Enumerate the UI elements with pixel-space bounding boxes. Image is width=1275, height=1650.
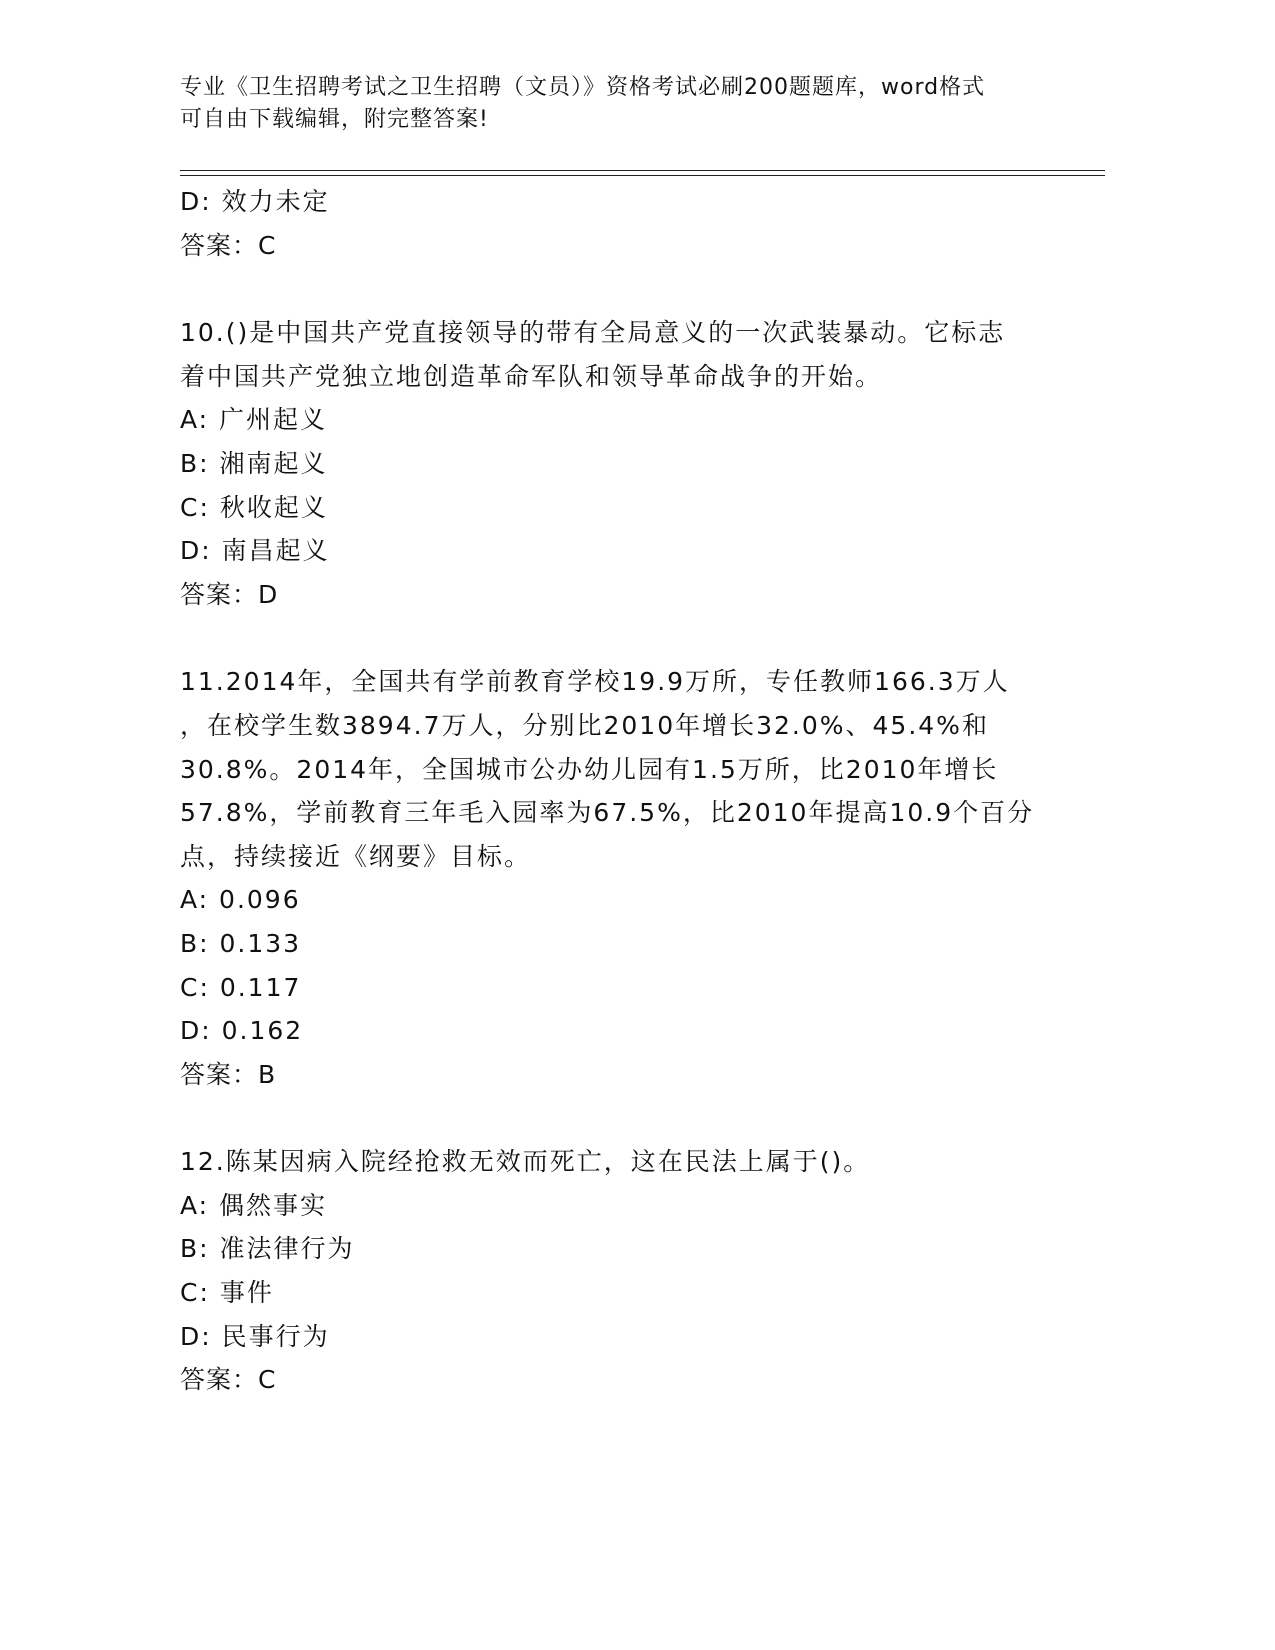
question-text-line: 11.2014年，全国共有学前教育学校19.9万所，专任教师166.3万人 (180, 667, 1010, 697)
header-divider-top (180, 170, 1105, 171)
spacer (180, 1096, 1060, 1140)
option-c: C: 秋收起义 (180, 492, 328, 522)
question-text-line: 点，持续接近《纲要》目标。 (180, 841, 532, 871)
question-text-line: 着中国共产党独立地创造革命军队和领导革命战争的开始。 (180, 361, 883, 391)
question-block-11 (180, 660, 1060, 1096)
header-line-1: 专业《卫生招聘考试之卫生招聘（文员）》资格考试必刷200题题库，word格式 (180, 75, 986, 100)
option-a: A: 广州起义 (180, 405, 328, 435)
option-a: A: 偶然事实 (180, 1190, 328, 1220)
header-line-2: 可自由下载编辑，附完整答案! (180, 107, 489, 132)
option-d: D: 民事行为 (180, 1321, 330, 1351)
answer-label: 答案：D (180, 579, 279, 609)
option-d: D: 效力未定 (180, 187, 330, 216)
question-text-line: ，在校学生数3894.7万人，分别比2010年增长32.0%、45.4%和 (180, 710, 989, 740)
question-block-9-tail (180, 180, 1060, 267)
question-text-line: 10.()是中国共产党直接领导的带有全局意义的一次武装暴动。它标志 (180, 318, 1006, 348)
option-c: C: 事件 (180, 1278, 274, 1308)
option-d: D: 南昌起义 (180, 536, 330, 566)
question-block-10 (180, 311, 1060, 616)
document-header (180, 72, 1040, 136)
question-text-line: 57.8%，学前教育三年毛入园率为67.5%，比2010年提高10.9个百分 (180, 798, 1035, 828)
option-c: C: 0.117 (180, 972, 302, 1002)
header-divider-bottom (180, 175, 1105, 176)
option-d: D: 0.162 (180, 1016, 304, 1046)
option-b: B: 湘南起义 (180, 448, 328, 478)
option-b: B: 准法律行为 (180, 1234, 355, 1264)
question-text-line: 12.陈某因病入院经抢救无效而死亡，这在民法上属于()。 (180, 1147, 871, 1177)
spacer (180, 616, 1060, 660)
answer-label: 答案：C (180, 1365, 277, 1395)
answer-label: 答案：B (180, 1059, 277, 1089)
question-text-line: 30.8%。2014年，全国城市公办幼儿园有1.5万所，比2010年增长 (180, 754, 999, 784)
question-block-12 (180, 1140, 1060, 1402)
answer-label: 答案：C (180, 230, 277, 260)
option-a: A: 0.096 (180, 885, 301, 915)
question-list (180, 180, 1060, 1402)
option-b: B: 0.133 (180, 928, 302, 958)
spacer (180, 267, 1060, 311)
